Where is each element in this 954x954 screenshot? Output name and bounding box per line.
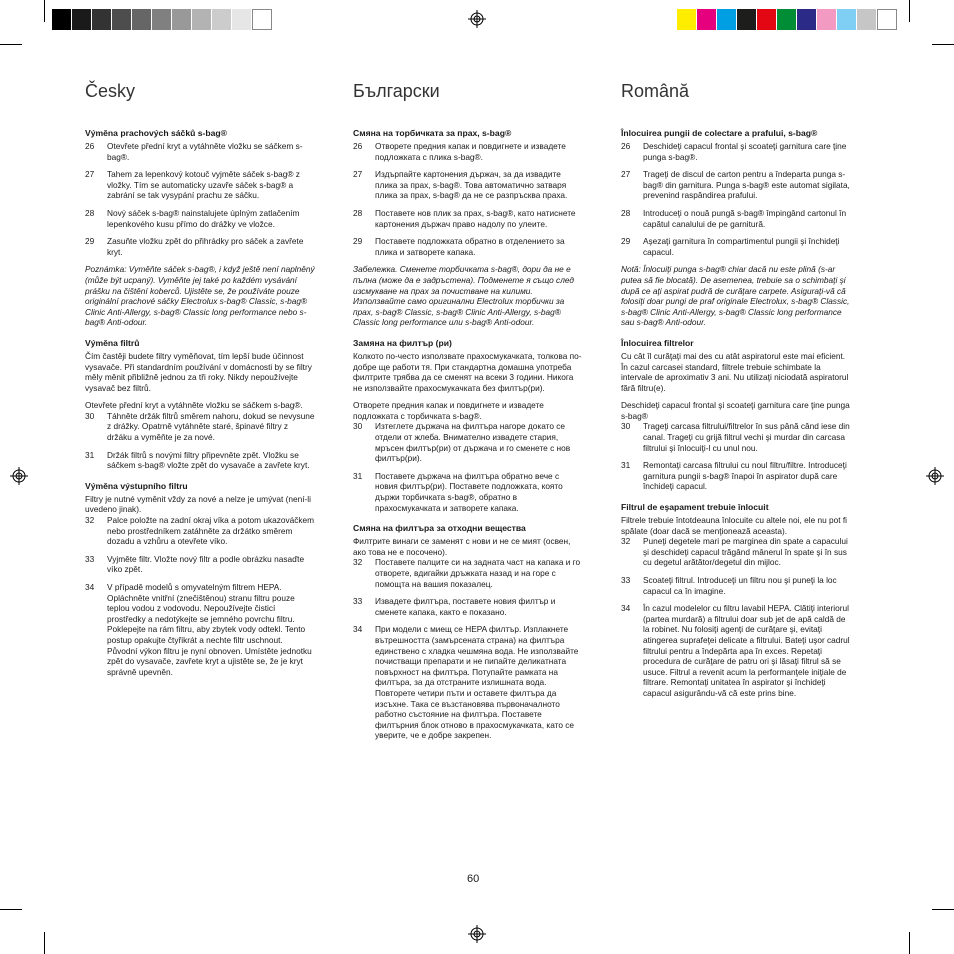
step-number: 27 bbox=[621, 169, 631, 180]
czech-exhaust-intro: Filtry je nutné vyměnit vždy za nové a nelze je umývat (není-li uvedeno jinak). bbox=[85, 493, 311, 515]
crop-mark-bottom-right-v bbox=[909, 932, 910, 954]
instruction-step bbox=[85, 236, 315, 257]
registration-mark-left bbox=[10, 467, 28, 485]
step-text: Изтеглете държача на филтъра нагоре докато се отдели от жлеба. Внимателно извадете стария, мръсен филтър(ри) от държача и го сменете с нов филтър(ри). bbox=[375, 421, 571, 464]
gray-swatch bbox=[172, 9, 192, 30]
romanian-exhaust-section-title: Filtrul de eşapament trebuie înlocuit bbox=[621, 502, 769, 513]
instruction-step bbox=[85, 208, 315, 229]
step-number: 30 bbox=[85, 410, 95, 421]
crop-mark-top-right-h bbox=[932, 44, 954, 45]
step-text: Zasuňte vložku zpět do přihrádky pro sáček a zavřete kryt. bbox=[107, 236, 304, 257]
step-number: 32 bbox=[85, 515, 95, 526]
crop-mark-bottom-right-h bbox=[932, 909, 954, 910]
process-swatch bbox=[817, 9, 837, 30]
instruction-step bbox=[85, 515, 315, 547]
step-number: 31 bbox=[85, 449, 95, 460]
step-text: Trageţi carcasa filtrului/filtrelor în sus până când iese din canal. Trageţi cu grijă filtrul vechi şi murdar din carcasa filtrului şi înlocuiţi-l cu unul nou. bbox=[643, 421, 850, 453]
step-text: Scoateţi filtrul. Introduceţi un filtru nou şi puneţi la loc capacul ca în imagine. bbox=[643, 575, 837, 596]
process-swatch bbox=[737, 9, 757, 30]
registration-mark-right bbox=[926, 467, 944, 485]
instruction-step bbox=[621, 421, 851, 453]
romanian-bag-steps bbox=[621, 141, 851, 257]
instruction-step bbox=[353, 596, 583, 617]
process-swatch bbox=[677, 9, 697, 30]
step-text: Nový sáček s-bag® nainstalujete úplným zatlačením lepenkového kusu přímo do drážky ve vložce. bbox=[107, 207, 300, 229]
gray-swatch bbox=[112, 9, 132, 30]
step-text: Отворете предния капак и повдигнете и извадете подложката с плика s-bag®. bbox=[375, 141, 566, 162]
process-swatch bbox=[757, 9, 777, 30]
registration-mark-bottom bbox=[468, 925, 486, 943]
step-text: Поставете държача на филтъра обратно вече с новия филтър(ри). Поставете подложката, която държи торбичката s-bag®, обратно в прахосмукачката и затворете капака. bbox=[375, 470, 563, 513]
bulgarian-filter-section-title: Замяна на филтър (ри) bbox=[353, 337, 452, 348]
czech-exhaust-steps bbox=[85, 515, 315, 677]
step-number: 26 bbox=[621, 141, 631, 151]
bulgarian-bag-section-title: Смяна на торбичката за прах, s-bag® bbox=[353, 128, 512, 138]
grayscale-color-bar bbox=[52, 9, 272, 30]
step-number: 26 bbox=[353, 141, 363, 151]
romanian-exhaust-steps bbox=[621, 536, 851, 698]
instruction-step bbox=[621, 536, 851, 568]
bulgarian-filter-pre: Отворете предния капак и повдигнете и извадете подложката с торбичката s-bag®. bbox=[353, 400, 544, 421]
step-number: 32 bbox=[621, 536, 631, 547]
step-text: Držák filtrů s novými filtry připevněte zpět. Vložku se sáčkem s-bag® vložte zpět do vysavače a zavřete kryt. bbox=[107, 449, 310, 471]
bulgarian-exhaust-intro: Филтрите винаги се заменят с нови и не се мият (освен, ако това не е посочено). bbox=[353, 536, 571, 557]
instruction-step bbox=[353, 624, 583, 741]
instruction-step bbox=[353, 208, 583, 229]
instruction-step bbox=[85, 169, 315, 201]
step-number: 29 bbox=[85, 236, 95, 247]
step-number: 26 bbox=[85, 141, 95, 151]
gray-swatch bbox=[132, 9, 152, 30]
step-text: При модели с миещ се HEPA филтър. Изплакнете вътрешността (замърсената страна) на филтъра единствено с хладка чешмяна вода. Не използвайте почистващи препарати и не пипайте деликатната повърхност на филтъра. Потупайте рамката на филтъра, за да отстраните излишната вода. Повторете четири пъти и оставете филтъра да изсъхне. Така се възстановява първоначалното работно състояние на филтъра. Поставете филтърния блок отново в прахосмукачката, като се уверите, че е добре закрепен. bbox=[375, 624, 579, 741]
instruction-step bbox=[85, 582, 315, 677]
step-text: Palce položte na zadní okraj víka a potom ukazováčkem nebo prostředníkem zatáhněte za držátko směrem dozadu a vzhůru a otevřete víko. bbox=[107, 515, 315, 547]
czech-bag-section-title: Výměna prachových sáčků s-bag® bbox=[85, 128, 227, 138]
romanian-filter-intro: Cu cât îl curăţaţi mai des cu atât aspiratorul este mai eficient. În cazul carcasei standard, filtrele trebuie schimbate la intervale de aproximativ 3 ani. Nu utilizaţi niciodată aspiratorul fără filtru(e). bbox=[621, 350, 849, 393]
instruction-step bbox=[353, 421, 583, 463]
step-number: 33 bbox=[621, 575, 631, 585]
step-number: 34 bbox=[353, 624, 363, 635]
gray-swatch bbox=[252, 9, 272, 30]
crop-mark-top-left-v bbox=[44, 0, 45, 22]
crop-mark-top-left-h bbox=[0, 44, 22, 45]
instruction-step bbox=[621, 141, 851, 162]
step-number: 34 bbox=[621, 603, 631, 614]
step-text: Remontaţi carcasa filtrului cu noul filtru/filtre. Introduceţi garnitura pungii s-bag® înapoi în aspirator după care închideţi capacul. bbox=[643, 460, 847, 492]
crop-mark-bottom-left-v bbox=[44, 932, 45, 954]
romanian-bag-note: Notă: Înlocuiţi punga s-bag® chiar dacă nu este plină (s-ar putea să fie blocată). De asemenea, trebuie sa o schimbaţi şi după ce aţi aspirat pudră de curăţare carpete. Asiguraţi-vă că folosiţi doar pungi de praf originale Electrolux, s-bag® Classic, s-bag® Clinic Anti-Allergy, s-bag® Classic long performance sau s-bag® Anti-odour. bbox=[621, 264, 850, 328]
step-number: 27 bbox=[85, 169, 95, 180]
process-swatch bbox=[717, 9, 737, 30]
step-text: Otevřete přední kryt a vytáhněte vložku se sáčkem s-bag®. bbox=[107, 141, 303, 162]
step-text: Puneţi degetele mari pe marginea din spate a capacului şi deschideţi capacul trăgând mânerul în spate şi în sus cu degetul arătător/degetul din mijloc. bbox=[643, 536, 848, 568]
bulgarian-bag-note: Забележка. Сменете торбичката s-bag®, дори да не е пълна (може да е задръстена). Подменете я също след изсмукване на прах за почистване на килими. Използвайте само оригинални Electrolux торбички за прах, s-bag® Classic, s-bag® Clinic Anti-Allergy, s-bag® Classic long performance или s-bag® Anti-odour. bbox=[353, 264, 574, 328]
registration-mark-top bbox=[468, 10, 486, 28]
gray-swatch bbox=[92, 9, 112, 30]
step-number: 31 bbox=[353, 470, 363, 481]
process-swatch bbox=[877, 9, 897, 30]
step-number: 28 bbox=[85, 207, 95, 218]
crop-mark-top-right-v bbox=[909, 0, 910, 22]
page-number: 60 bbox=[467, 873, 480, 885]
romanian-filter-steps bbox=[621, 421, 851, 492]
step-text: V případě modelů s omyvatelným filtrem HEPA. Opláchněte vnitřní (znečištěnou) stranu filtru pouze teplou vodou z vodovodu. Nepoužívejte čisticí prostředky a nedotýkejte se jemného povrchu filtru. Poklepejte na rám filtru, aby zbytek vody odtekl. Tento postup opakujte čtyřikrát a nechte filtr uschnout. Původní výkon filtru je nyní obnoven. Umístěte jednotku zpět do vysavače, zavřete kryt a ujistěte se, že je kryt správně upevněn. bbox=[107, 582, 312, 677]
step-number: 28 bbox=[353, 207, 363, 218]
gray-swatch bbox=[212, 9, 232, 30]
czech-bag-note: Poznámka: Vyměňte sáček s-bag®, i když ještě není naplněný (může být ucpaný). Vyměňte jej také po každém vysávání prášku na čištění koberců. Ujistěte se, že používáte pouze originální prachové sáčky Electrolux s-bag® Classic, s-bag® Clinic Anti-Allergy, s-bag® Classic long performance nebo s-bag® Anti-odour. bbox=[85, 264, 315, 328]
instruction-step bbox=[353, 169, 583, 201]
instruction-step bbox=[353, 141, 583, 162]
instruction-step bbox=[85, 450, 315, 471]
step-text: Trageţi de discul de carton pentru a îndeparta punga s-bag® din garnitura. Punga s-bag® este automat sigilata, prevenind raspândirea prafului. bbox=[643, 169, 850, 201]
gray-swatch bbox=[192, 9, 212, 30]
step-number: 28 bbox=[621, 207, 631, 218]
gray-swatch bbox=[152, 9, 172, 30]
romanian-title: Română bbox=[621, 81, 690, 101]
process-swatch bbox=[797, 9, 817, 30]
step-text: Tahem za lepenkový kotouč vyjměte sáček s-bag® z vložky. Tím se automaticky uzavře sáček s-bag® a zabrání se tak vysypání prachu ze sáčku. bbox=[107, 169, 300, 201]
czech-column bbox=[85, 80, 315, 684]
bulgarian-column bbox=[353, 80, 583, 748]
instruction-step bbox=[621, 208, 851, 229]
step-number: 29 bbox=[621, 236, 631, 247]
crop-mark-bottom-left-h bbox=[0, 909, 22, 910]
instruction-step bbox=[85, 411, 315, 443]
bulgarian-exhaust-steps bbox=[353, 557, 583, 741]
instruction-step bbox=[85, 141, 315, 162]
step-number: 34 bbox=[85, 582, 95, 592]
step-text: În cazul modelelor cu filtru lavabil HEPA. Clătiţi interiorul (partea murdară) a filtrului doar sub jet de apă caldă de la robinet. Nu folosiţi agenţi de curăţare şi, evitaţi atingerea suprafeţei delicate a filtrului. Bateţi uşor cadrul filtrului pentru a îndepărta apa în exces. Repetaţi procedura de curăţare de patru ori şi lăsaţi filtrul să se usuce. Filtrul a revenit acum la performanţele iniţiale de filtrare. Remontaţi unitatea în aspirator şi închideţi capacul asigurându-vă că este prins bine. bbox=[643, 603, 850, 698]
instruction-step bbox=[621, 575, 851, 596]
czech-filter-steps bbox=[85, 411, 315, 471]
czech-bag-steps bbox=[85, 141, 315, 257]
instruction-step bbox=[353, 471, 583, 513]
gray-swatch bbox=[52, 9, 72, 30]
step-text: Aşezaţi garnitura în compartimentul pungii şi închideţi capacul. bbox=[643, 236, 840, 257]
romanian-exhaust-intro: Filtrele trebuie întotdeauna înlocuite cu altele noi, ele nu pot fi spălate (doar dacă se menţionează aceasta). bbox=[621, 515, 848, 536]
instruction-step bbox=[621, 236, 851, 257]
step-number: 32 bbox=[353, 557, 363, 568]
step-number: 31 bbox=[621, 460, 631, 471]
step-text: Introduceţi o nouă pungă s-bag® împingând cartonul în capătul canalului de pe garnitură. bbox=[643, 207, 847, 229]
step-number: 33 bbox=[85, 553, 95, 564]
process-swatch bbox=[697, 9, 717, 30]
bulgarian-exhaust-section-title: Смяна на филтъра за отходни вещества bbox=[353, 523, 526, 534]
czech-filter-intro: Čím častěji budete filtry vyměňovat, tím lepší bude účinnost vysavače. Při standardním používání v domácnosti by se filtry měly měnit přibližně jednou za tři roky. Nikdy nepoužívejte vysavač bez filtrů. bbox=[85, 350, 312, 393]
czech-exhaust-section-title: Výměna výstupního filtru bbox=[85, 480, 188, 491]
process-color-bar bbox=[677, 9, 897, 30]
step-text: Поставете нов плик за прах, s-bag®, като натиснете картонения държач право надолу по улеите. bbox=[375, 207, 576, 229]
instruction-step bbox=[621, 169, 851, 201]
czech-filter-section-title: Výměna filtrů bbox=[85, 337, 140, 348]
bulgarian-bag-steps bbox=[353, 141, 583, 257]
romanian-bag-section-title: Înlocuirea pungii de colectare a prafului, s-bag® bbox=[621, 128, 818, 138]
step-number: 30 bbox=[621, 421, 631, 432]
romanian-column bbox=[621, 80, 851, 706]
romanian-filter-pre: Deschideţi capacul frontal şi scoateţi garnitura care ţine punga s-bag® bbox=[621, 400, 850, 421]
step-number: 33 bbox=[353, 596, 363, 607]
romanian-filter-section-title: Înlocuirea filtrelor bbox=[621, 337, 694, 348]
instruction-step bbox=[353, 557, 583, 589]
step-text: Deschideţi capacul frontal şi scoateţi garnitura care ţine punga s-bag®. bbox=[643, 141, 847, 162]
step-text: Táhněte držák filtrů směrem nahoru, dokud se nevysune z drážky. Opatrně vytáhněte staré, špinavé filtry z držáku a vyměňte je za nové. bbox=[107, 410, 315, 443]
instruction-step bbox=[621, 603, 851, 698]
process-swatch bbox=[837, 9, 857, 30]
step-text: Поставете подложката обратно в отделението за плика и затворете капака. bbox=[375, 236, 565, 257]
czech-filter-pre: Otevřete přední kryt a vytáhněte vložku se sáčkem s-bag®. bbox=[85, 400, 303, 411]
step-text: Поставете палците си на задната част на капака и го отворете, вдигайки дръжката назад и на горе с помощта на вашия показалец. bbox=[375, 557, 581, 589]
step-number: 27 bbox=[353, 169, 363, 180]
instruction-step bbox=[85, 554, 315, 575]
step-number: 29 bbox=[353, 236, 363, 247]
bulgarian-filter-steps bbox=[353, 421, 583, 513]
instruction-step bbox=[621, 460, 851, 492]
instruction-step bbox=[353, 236, 583, 257]
gray-swatch bbox=[232, 9, 252, 30]
process-swatch bbox=[857, 9, 877, 30]
process-swatch bbox=[777, 9, 797, 30]
bulgarian-title: Български bbox=[353, 81, 440, 101]
gray-swatch bbox=[72, 9, 92, 30]
bulgarian-filter-intro: Колкото по-често използвате прахосмукачката, толкова по-добре ще работи тя. При стандартна домашна употреба филтрите трябва да се сменят на всеки 3 години. Никога не използвайте прахосмукачката без филтър(ри). bbox=[353, 350, 582, 393]
step-number: 30 bbox=[353, 421, 363, 432]
step-text: Извадете филтъра, поставете новия филтър и сменете капака, както е показано. bbox=[375, 596, 556, 617]
step-text: Издърпайте картонения държач, за да извадите плика за прах, s-bag®. Това автоматично затваря плика за прах, s-bag® да не се разпръсква праха. bbox=[375, 169, 568, 201]
step-text: Vyjměte filtr. Vložte nový filtr a podle obrázku nasaďte víko zpět. bbox=[107, 553, 305, 575]
czech-title: Česky bbox=[85, 81, 136, 101]
